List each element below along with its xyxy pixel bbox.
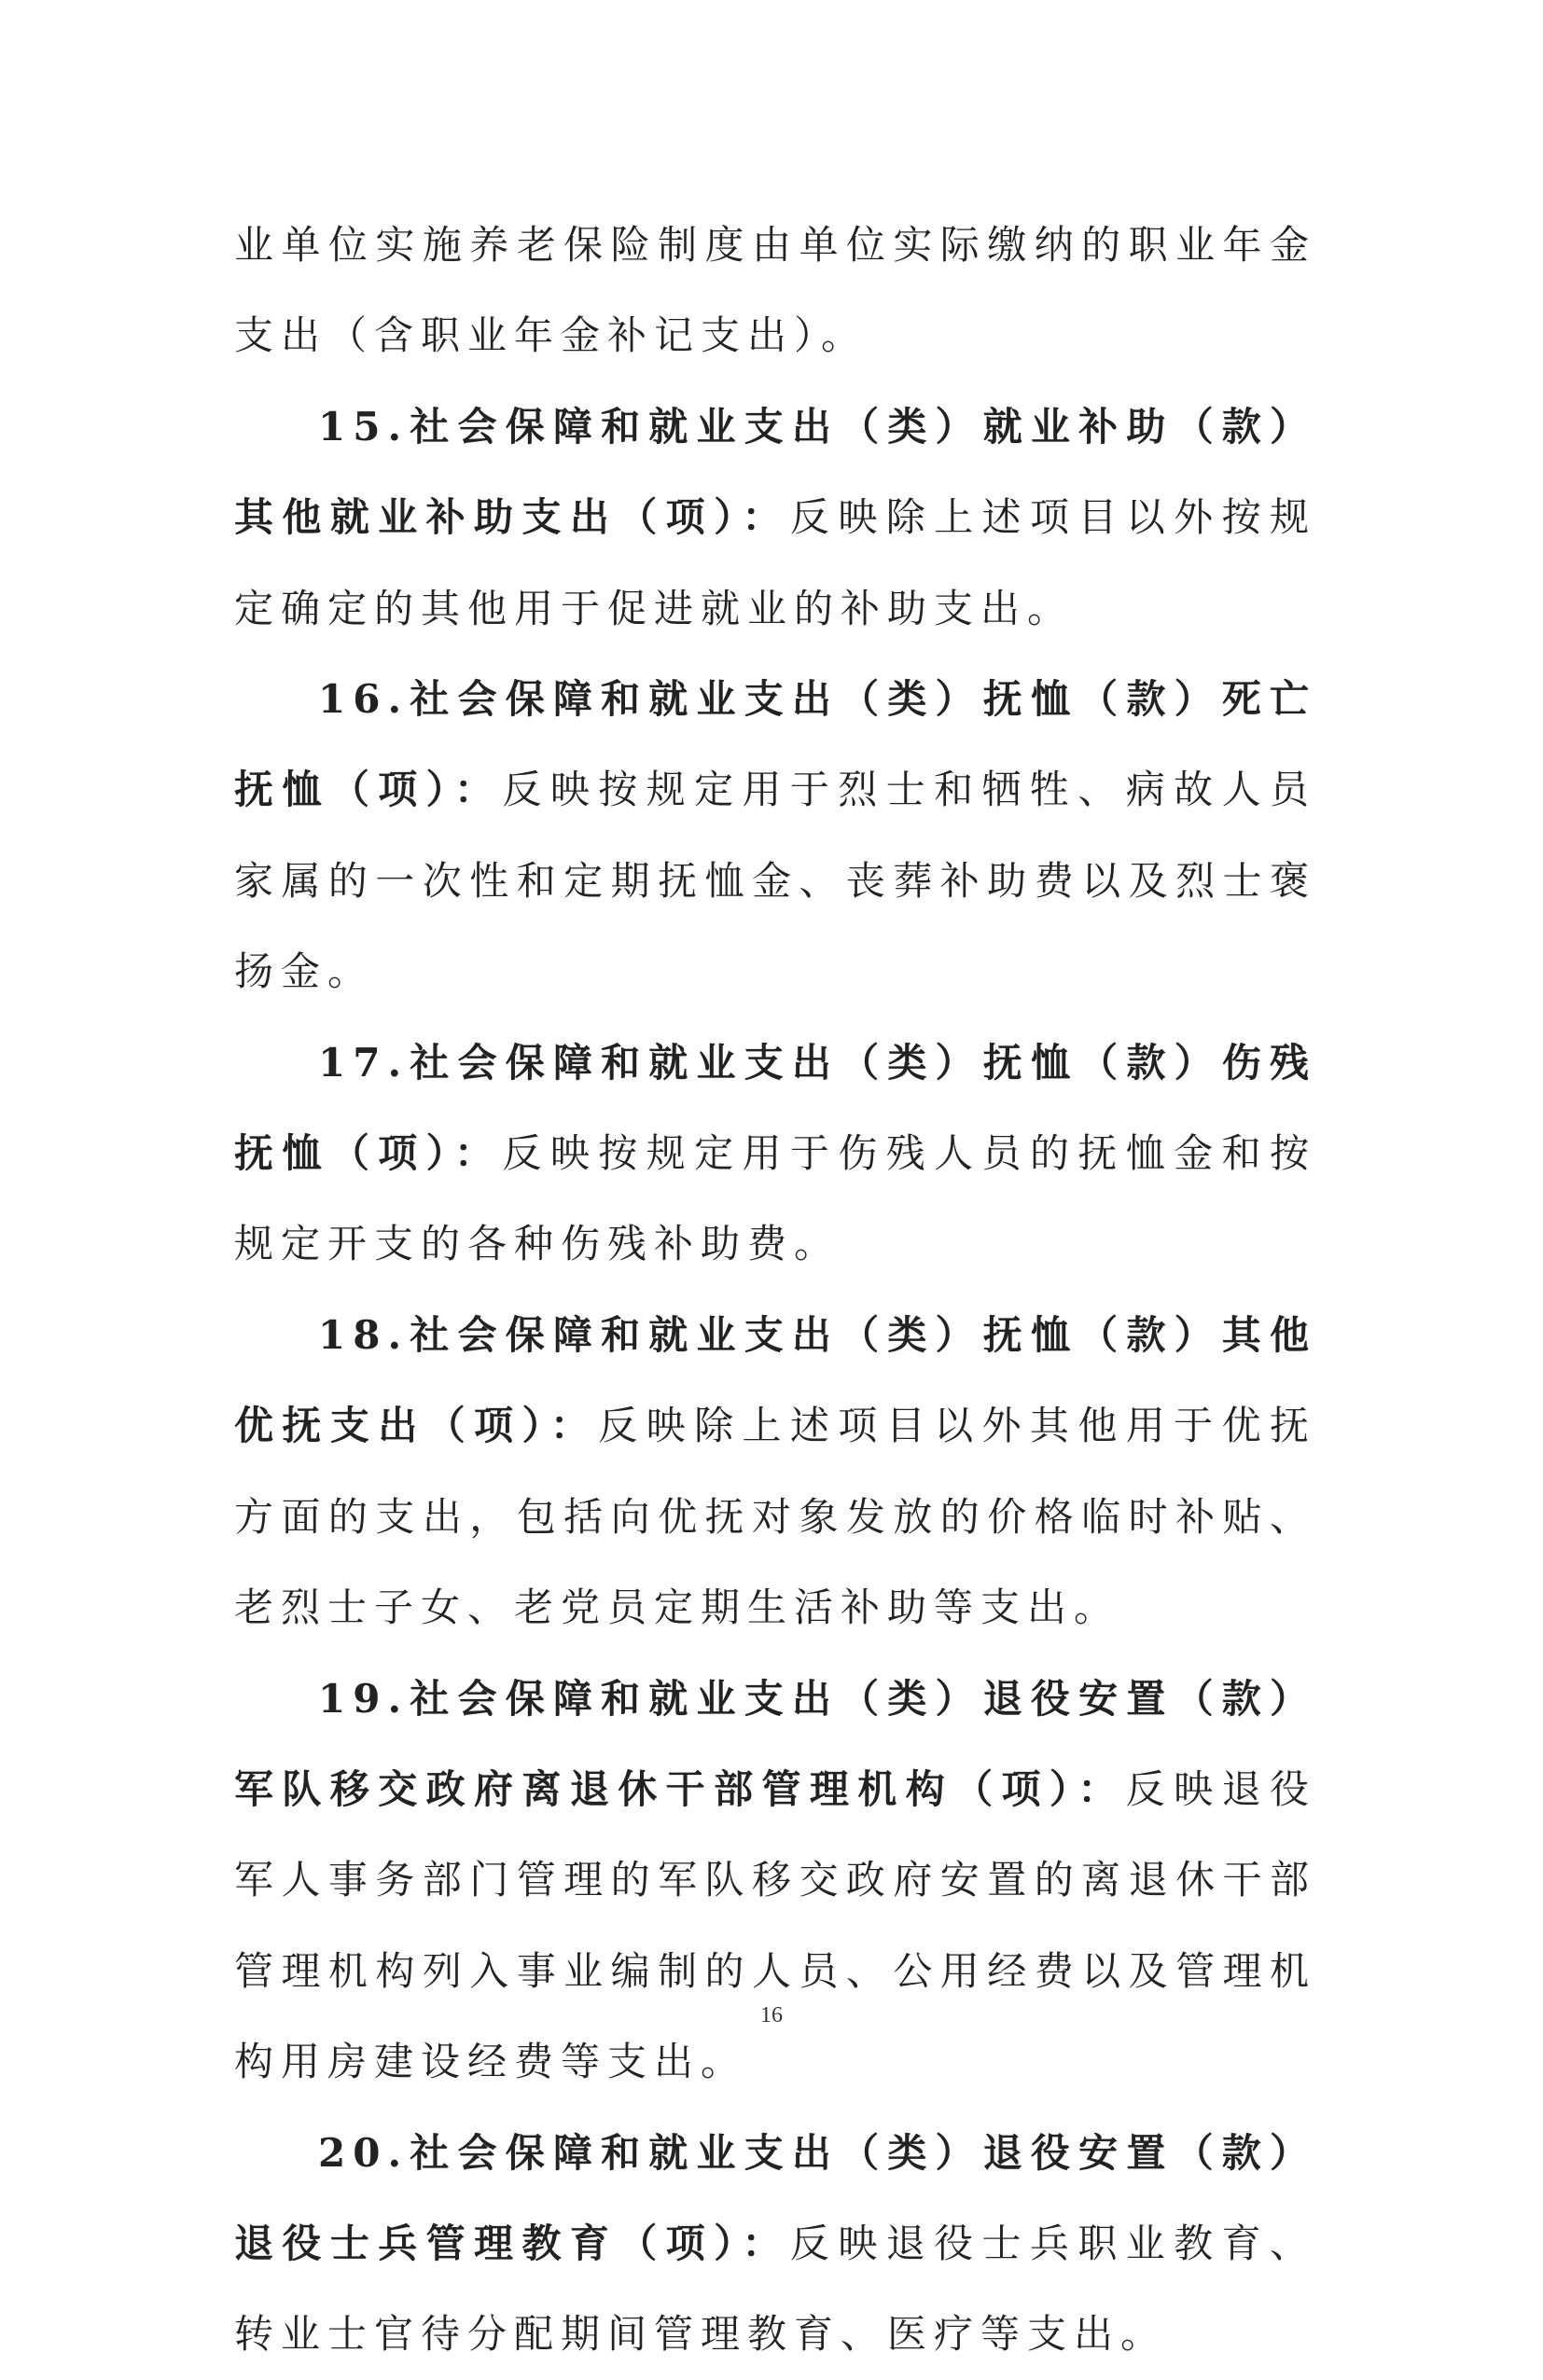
- item-20-heading: 20.社会保障和就业支出（类）退役安置（款）退役士兵管理教育（项）：: [234, 2129, 1316, 2266]
- item-18-body: 反映除上述项目以外其他用于优抚方面的支出，包括向优抚对象发放的价格临时补贴、老烈士子女、老党员定期生活补助等支出。: [234, 1403, 1316, 1631]
- item-20-body: 反映退役士兵职业教育、转业士官待分配期间管理教育、医疗等支出。: [234, 2220, 1316, 2358]
- item-16-heading: 16.社会保障和就业支出（类）抚恤（款）死亡抚恤（项）：: [234, 676, 1316, 813]
- continuation-paragraph: 业单位实施养老保险制度由单位实际缴纳的职业年金支出（含职业年金补记支出）。: [234, 222, 1316, 359]
- item-15-paragraph: [234, 381, 1316, 654]
- item-15-heading: 15.社会保障和就业支出（类）就业补助（款）其他就业补助支出（项）：: [234, 403, 1316, 541]
- item-17-paragraph: [234, 1017, 1316, 1290]
- item-16-paragraph: [234, 654, 1316, 1017]
- item-16-body: 反映按规定用于烈士和牺牲、病故人员家属的一次性和定期抚恤金、丧葬补助费以及烈士褒扬金。: [234, 767, 1316, 995]
- item-18-heading: 18.社会保障和就业支出（类）抚恤（款）其他优抚支出（项）：: [234, 1311, 1316, 1449]
- item-18-paragraph: [234, 1290, 1316, 1654]
- item-19-body: 反映退役军人事务部门管理的军队移交政府安置的离退休干部管理机构列入事业编制的人员、公用经费以及管理机构用房建设经费等支出。: [234, 1765, 1316, 2085]
- page-number: 16: [760, 2003, 783, 2027]
- item-15-body: 反映除上述项目以外按规定确定的其他用于促进就业的补助支出。: [234, 494, 1316, 631]
- item-19-heading: 19.社会保障和就业支出（类）退役安置（款）军队移交政府离退休干部管理机构（项）：: [234, 1675, 1316, 1812]
- item-17-heading: 17.社会保障和就业支出（类）抚恤（款）伤残抚恤（项）：: [234, 1039, 1316, 1177]
- item-17-body: 反映按规定用于伤残人员的抚恤金和按规定开支的各种伤残补助费。: [234, 1130, 1316, 1267]
- document-body: [234, 200, 1316, 2380]
- item-19-paragraph: [234, 1654, 1316, 2108]
- item-20-paragraph: [234, 2108, 1316, 2380]
